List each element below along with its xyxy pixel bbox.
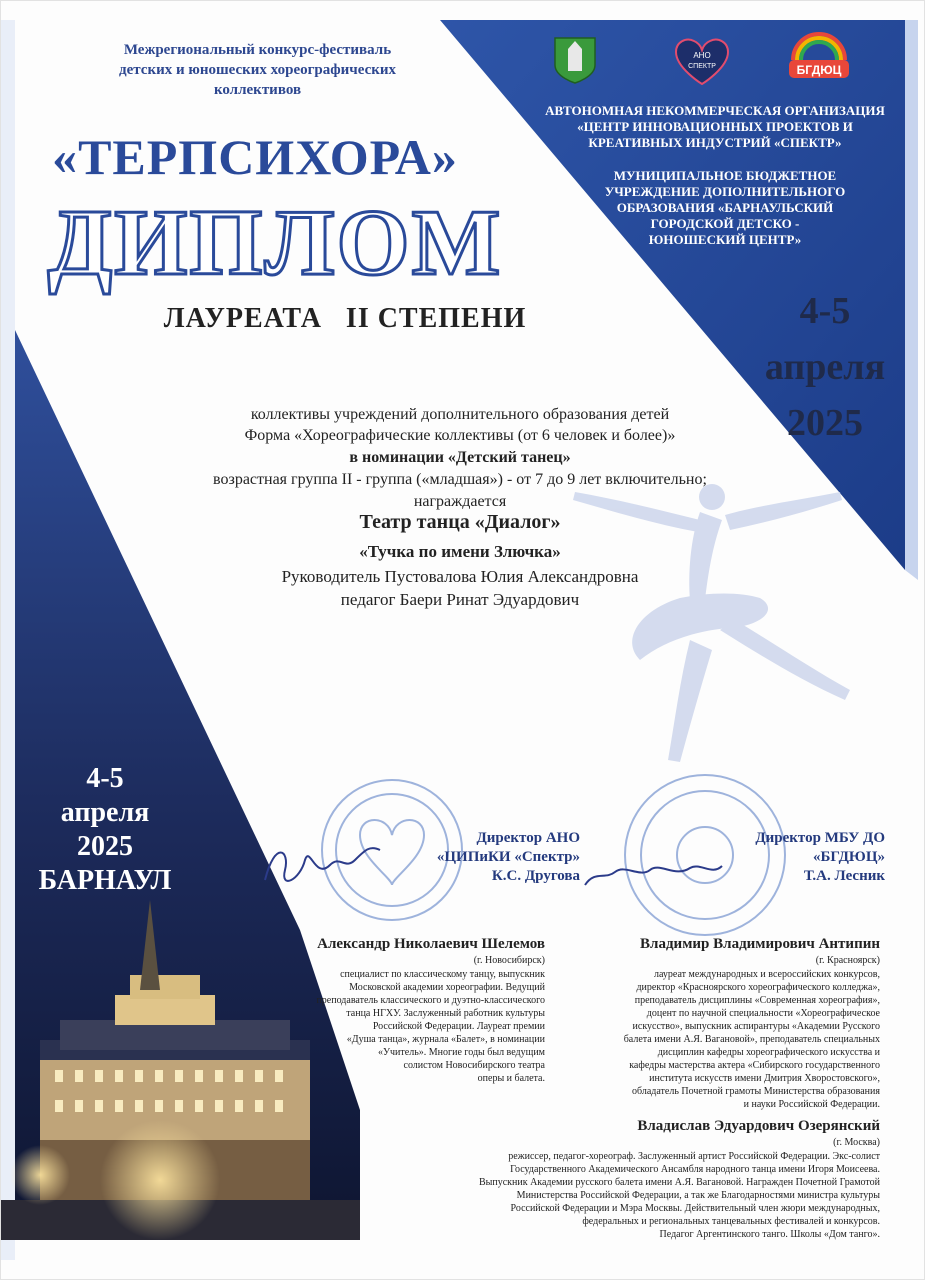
sig2-title-1: Директор МБУ ДО — [755, 830, 885, 846]
festival-line-3: коллективов — [213, 82, 302, 98]
jury-3-bio-line: Российской Федерации и Мэра Москвы. Действительный член жюри международных, — [510, 1203, 880, 1214]
jury-1-bio-line: «Учитель». Многие годы был ведущим — [377, 1047, 545, 1058]
festival-name: «ТЕРПСИХОРА» — [52, 129, 458, 185]
org2-line-4: ГОРОДСКОЙ ДЕТСКО - — [650, 216, 800, 231]
diploma-word: ДИПЛОМ — [47, 191, 503, 295]
ano-spektr-logo — [670, 32, 735, 92]
jury-3-bio-line: федеральных и региональных танцевальных фестивалей и конкурсов. — [582, 1216, 880, 1227]
ano-logo-subtext: СПЕКТР — [688, 63, 716, 70]
date-top-days: 4-5 — [799, 290, 851, 332]
director-name: Руководитель Пустовалова Юлия Александровна — [281, 567, 639, 586]
date-top-month: апреля — [764, 346, 886, 388]
jury-1-bio-line: Московской академии хореографии. Ведущий — [349, 982, 545, 993]
sig1-name: К.С. Другова — [491, 868, 580, 884]
org2-line-2: УЧРЕЖДЕНИЕ ДОПОЛНИТЕЛЬНОГО — [604, 184, 846, 199]
bgduc-logo-text: БГДЮЦ — [796, 63, 842, 77]
jury-3-bio-line: Выпускник Академии русского балета имени А.Я. Вагановой. Награжден Почетной Грамотой — [478, 1177, 880, 1188]
jury-2-bio — [548, 968, 880, 1111]
organizer-bgduc — [540, 168, 910, 248]
bgduc-logo — [785, 30, 853, 88]
festival-line-2: детских и юношеских хореографических — [118, 62, 397, 78]
sig1-title-1: Директор АНО — [476, 830, 580, 846]
jury-2-bio-line: преподаватель дисциплины «Современная хореография», — [634, 995, 880, 1006]
awardee-name: Театр танца «Диалог» — [359, 511, 561, 533]
org1-line-1: АВТОНОМНАЯ НЕКОММЕРЧЕСКАЯ ОРГАНИЗАЦИЯ — [545, 103, 885, 118]
jury-3-bio-line: Педагог Аргентинского танго. Школы «Дом танго». — [659, 1229, 880, 1240]
jury-3-bio-line: Государственного Академического Ансамбля народного танца имени Игоря Моисеева. — [510, 1164, 880, 1175]
jury-3-name: Владислав Эдуардович Озерянский — [637, 1118, 880, 1134]
signature-block-ano — [380, 829, 580, 886]
jury-2-bio-line: дисциплин кафедры хореографического искусства и — [657, 1047, 880, 1058]
date-bottom-month: апреля — [60, 797, 150, 828]
jury-1-name: Александр Николаевич Шелемов — [317, 936, 545, 952]
award-age-group: возрастная группа II - группа («младшая») - от 7 до 9 лет включительно; — [213, 471, 707, 488]
signature-block-bgduc — [660, 829, 885, 886]
org2-line-1: МУНИЦИПАЛЬНОЕ БЮДЖЕТНОЕ — [613, 168, 837, 183]
award-category: коллективы учреждений дополнительного образования детей — [250, 406, 670, 423]
jury-2-name: Владимир Владимирович Антипин — [640, 936, 880, 952]
jury-1-bio-line: специалист по классическому танцу, выпускник — [340, 969, 545, 980]
jury-2-bio-line: кафедры мастерства актера «Сибирского государственного — [629, 1060, 880, 1071]
org1-line-2: «ЦЕНТР ИННОВАЦИОННЫХ ПРОЕКТОВ И — [577, 119, 853, 134]
date-top-year: 2025 — [787, 402, 863, 444]
date-bottom-year: 2025 — [77, 831, 133, 862]
jury-3-bio-line: Министерства Российской Федерации, а так же Благодарностями министра культуры — [516, 1190, 880, 1201]
sig2-title-2: «БГДЮЦ» — [812, 849, 885, 865]
jury-2-bio-line: директор «Красноярского хореографического колледжа», — [636, 982, 880, 993]
jury-3-city: (г. Москва) — [833, 1137, 880, 1148]
award-nomination: в номинации «Детский танец» — [349, 449, 571, 466]
jury-3-bio-line: режиссер, педагог-хореограф. Заслуженный артист Российской Федерации. Экс-солист — [508, 1151, 880, 1162]
diploma-heading — [45, 186, 505, 296]
jury-1-bio-line: «Душа танца», журнала «Балет», в номинации — [346, 1034, 545, 1045]
sig2-name: Т.А. Лесник — [803, 868, 885, 884]
festival-title — [40, 40, 475, 100]
date-bottom-city: БАРНАУЛ — [38, 865, 172, 896]
ano-logo-text: АНО — [693, 51, 711, 60]
jury-2-bio-line: доцент по научной специальности «Хореографическое — [646, 1008, 880, 1019]
event-date-bottom — [20, 762, 190, 898]
teacher-name: педагог Баери Ринат Эдуардович — [340, 590, 580, 609]
jury-2-bio-line: института искусств имени Дмитрия Хворостовского», — [649, 1073, 880, 1084]
jury-1-city: (г. Новосибирск) — [473, 955, 545, 966]
jury-1-bio-line: оперы и балета. — [477, 1073, 545, 1084]
jury-1-bio — [262, 968, 545, 1085]
jury-2-bio-line: балета имени А.Я. Вагановой», преподаватель специальных — [623, 1034, 880, 1045]
jury-2-bio-line: лауреат международных и всероссийских конкурсов, — [653, 969, 880, 980]
laureate-degree: ЛАУРЕАТА II СТЕПЕНИ — [163, 303, 527, 334]
jury-1-bio-line: Российской Федерации. Лауреат премии — [372, 1021, 545, 1032]
organizer-ano — [520, 103, 910, 151]
award-awarded-label: награждается — [413, 493, 507, 510]
jury-3-bio — [360, 1150, 880, 1241]
festival-line-1: Межрегиональный конкурс-фестиваль — [123, 42, 392, 58]
date-bottom-days: 4-5 — [86, 763, 124, 794]
sig1-title-2: «ЦИПиКИ «Спектр» — [436, 849, 580, 865]
performance-title: «Тучка по имени Злючка» — [359, 542, 561, 561]
jury-2-bio-line: искусство», выпускник аспирантуры «Академии Русского — [632, 1021, 880, 1032]
org2-line-3: ОБРАЗОВАНИЯ «БАРНАУЛЬСКИЙ — [616, 200, 834, 215]
barnaul-coat-of-arms-logo — [550, 35, 600, 85]
jury-2-bio-line: обладатель Почетной грамоты Министерства образования — [631, 1086, 880, 1097]
jury-2-bio-line: и науки Российской Федерации. — [743, 1099, 880, 1110]
jury-1-bio-line: танца НГХУ. Заслуженный работник культуры — [346, 1008, 545, 1019]
jury-1-bio-line: преподаватель классического и дуэтно-классического — [316, 995, 545, 1006]
jury-1-bio-line: солистом Новосибирского театра — [403, 1060, 545, 1071]
award-form: Форма «Хореографические коллективы (от 6 человек и более)» — [244, 427, 676, 444]
jury-2-city: (г. Красноярск) — [815, 955, 880, 966]
org1-line-3: КРЕАТИВНЫХ ИНДУСТРИЙ «СПЕКТР» — [588, 135, 842, 150]
org2-line-5: ЮНОШЕСКИЙ ЦЕНТР» — [648, 232, 802, 247]
